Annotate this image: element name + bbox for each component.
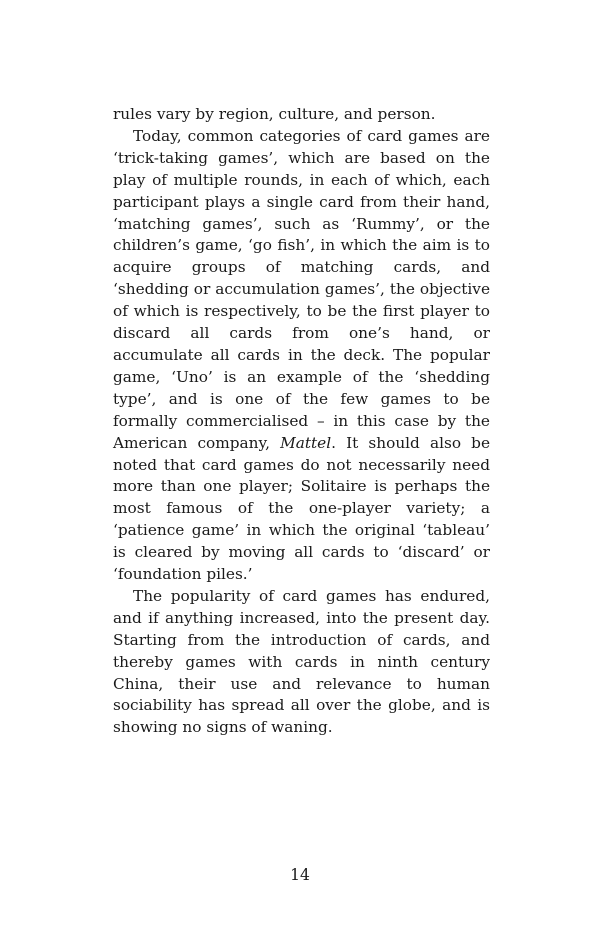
body-text (113, 104, 490, 739)
paragraph-card-game-categories (113, 126, 490, 586)
paragraph-continuation: rules vary by region, culture, and person. (113, 105, 436, 123)
page-number: 14 (290, 866, 310, 884)
company-name-italic: Mattel (280, 433, 332, 452)
paragraph-popularity: The popularity of card games has endured, and if anything increased, into the present day. Starting from the introduction of cards, and thereby games with cards in ninth century China, their use and relevance to human sociability has spread all over the globe, and is showing no signs of waning. (113, 586, 490, 737)
paragraph-2-text-start: Today, common categories of card games are ‘trick-taking games’, which are based on the play of multiple rounds, in each of which, each participant plays a single card from their hand, ‘matching games’, such as ‘Rummy’, or the children’s game, ‘go fish’, in which the aim is to acquire groups of matching cards, and ‘shedding or accumulation games’, the objective of which is respectively, to be the first player to discard all cards from one’s hand, or accumulate all cards in the deck. The popular game, ‘Uno’ is an example of the ‘shedding type’, and is one of the few games to be formally commercialised – in this case by the American company, (113, 126, 490, 452)
paragraph-2-text-end: . It should also be noted that card games do not necessarily need more than one player; Solitaire is perhaps the most famous of the one-player variety; a ‘patience game’ in which the original ‘tableau’ is cleared by moving all cards to ‘discard’ or ‘foundation piles.’ (113, 433, 490, 584)
